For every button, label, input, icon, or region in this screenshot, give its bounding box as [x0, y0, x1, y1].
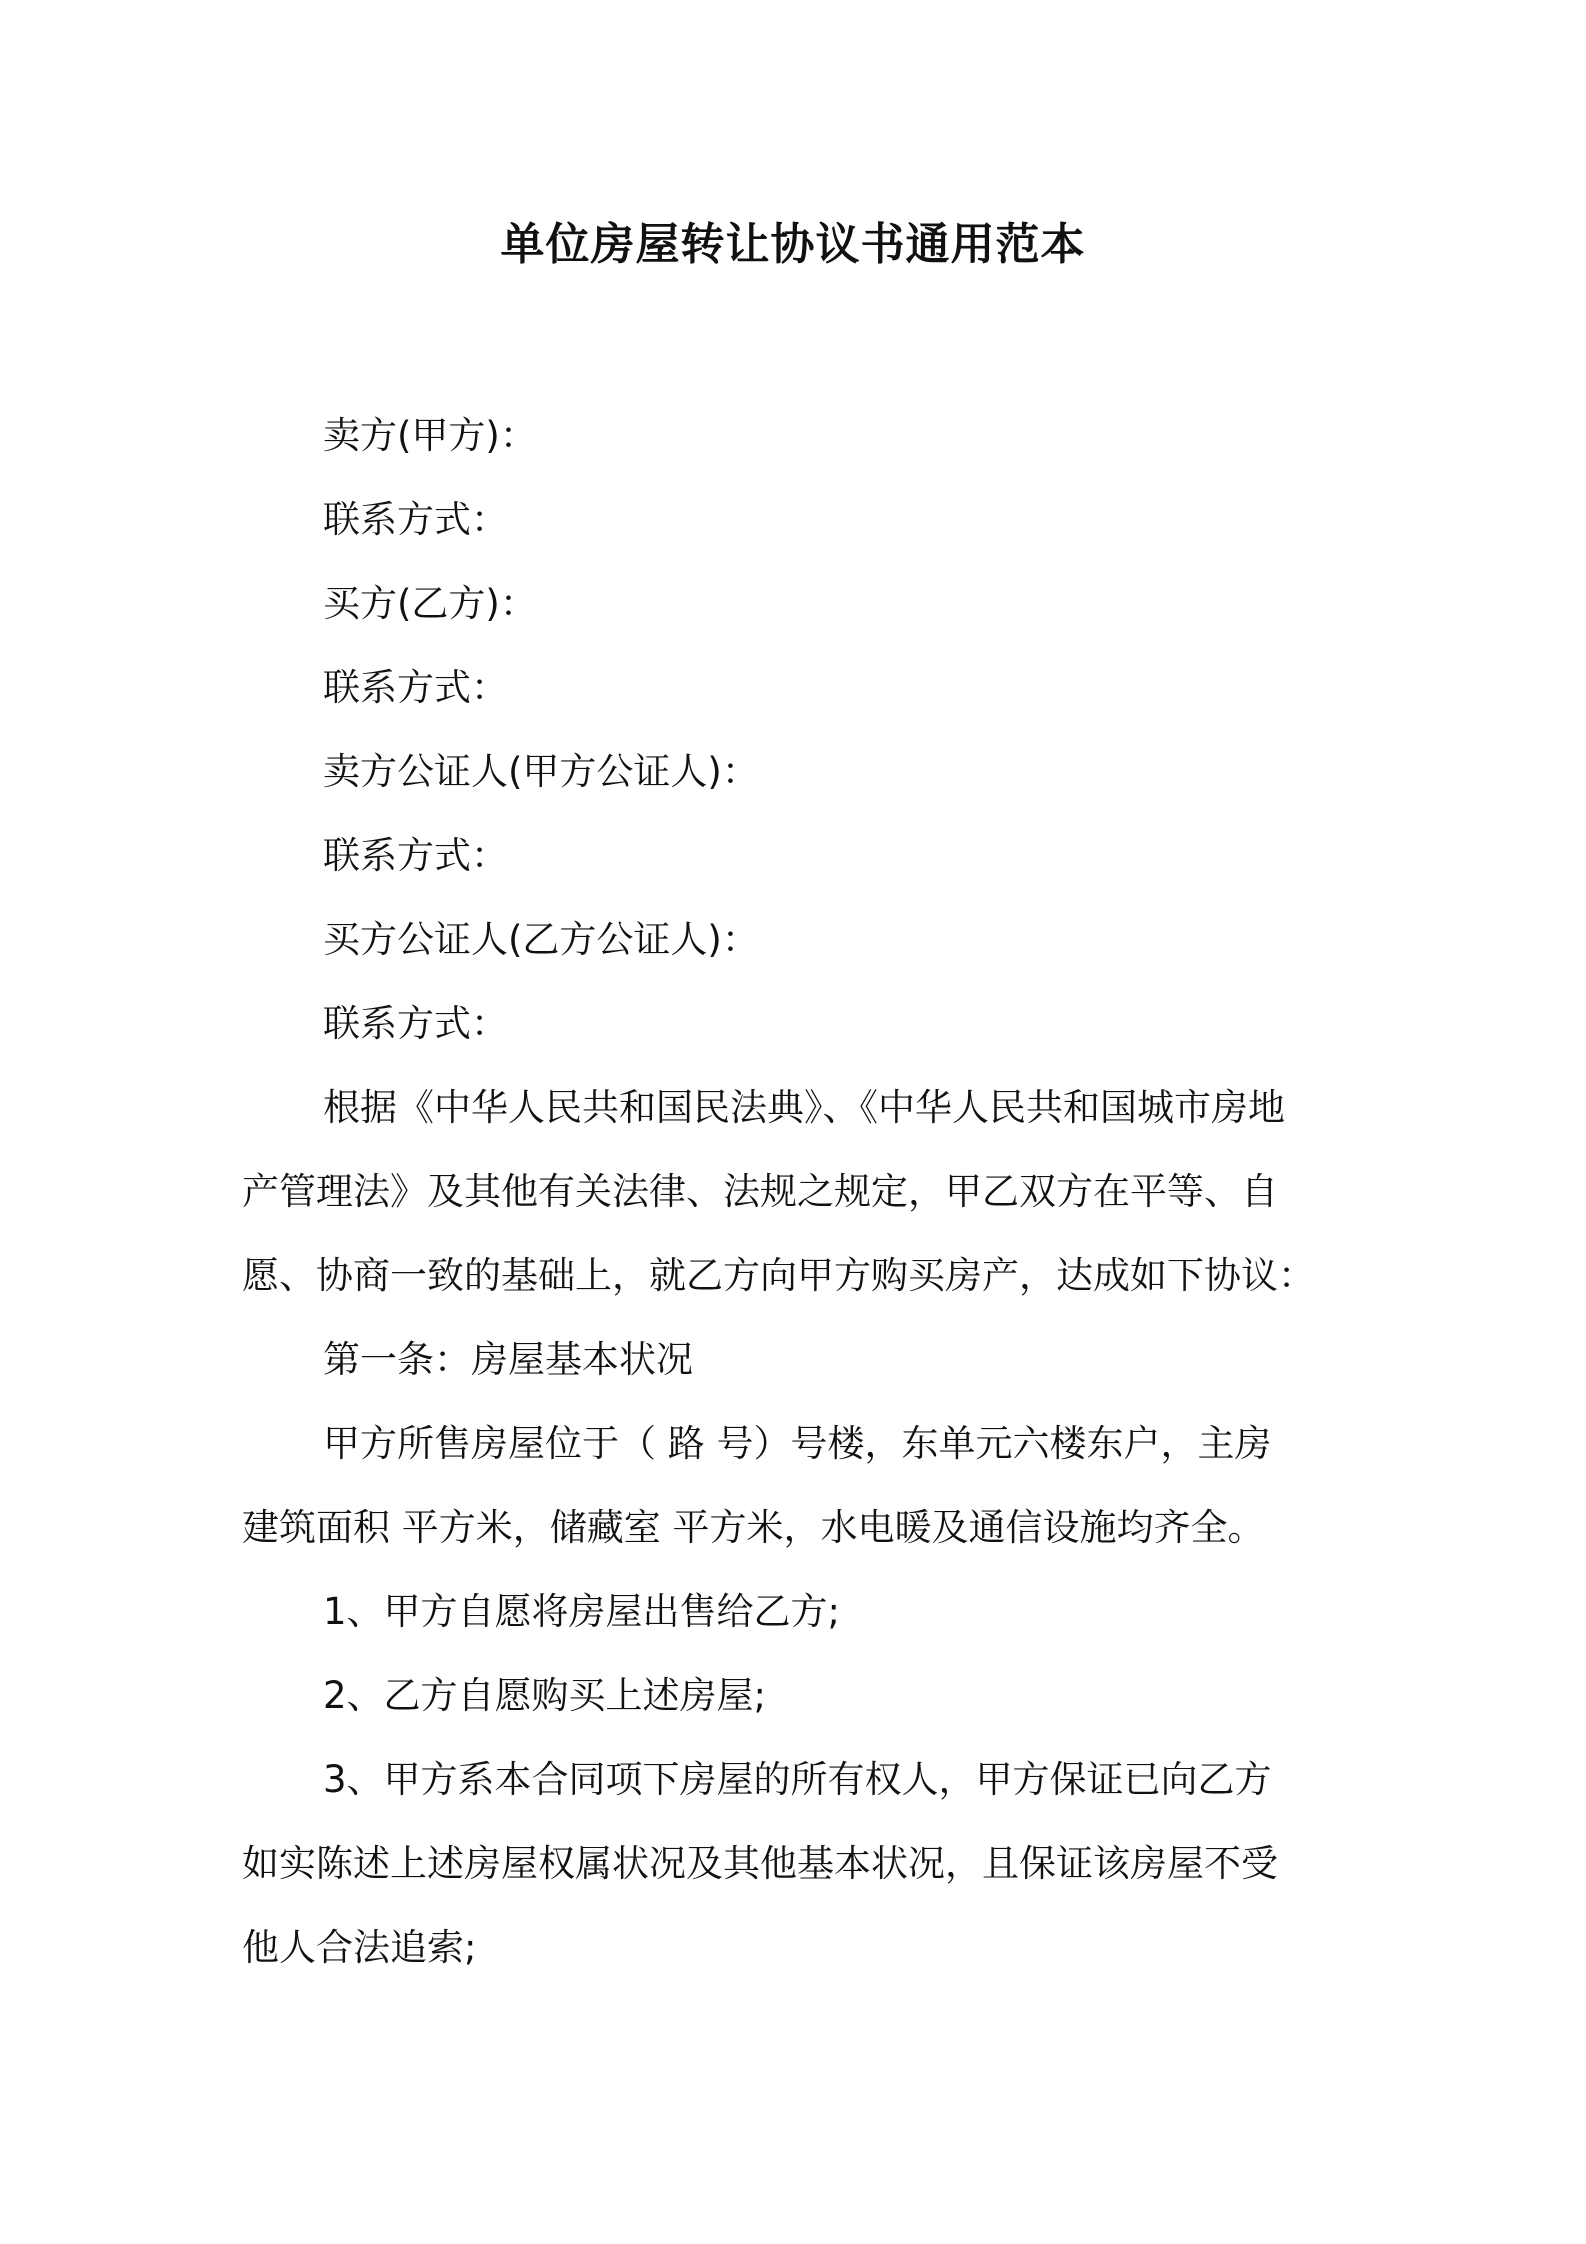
seller-line: 卖方(甲方)： [323, 414, 537, 457]
buyer-line: 买方(乙方)： [323, 582, 537, 625]
seller-notary-contact-line: 联系方式： [323, 834, 508, 877]
article-1-heading: 第一条：房屋基本状况 [323, 1338, 693, 1381]
article-1-desc-line-2: 建筑面积 平方米，储藏室 平方米，水电暖及通信设施均齐全。 [242, 1506, 1265, 1549]
buyer-notary-line: 买方公证人(乙方公证人)： [323, 918, 759, 961]
article-1-desc-line-1: 甲方所售房屋位于（ 路 号）号楼，东单元六楼东户，主房 [323, 1422, 1272, 1465]
seller-notary-line: 卖方公证人(甲方公证人)： [323, 750, 759, 793]
buyer-notary-contact-line: 联系方式： [323, 1002, 508, 1045]
document-title: 单位房屋转让协议书通用范本 [500, 219, 1086, 270]
article-1-item-3-line-1: 3、甲方系本合同项下房屋的所有权人，甲方保证已向乙方 [323, 1758, 1272, 1801]
preamble-line-3: 愿、协商一致的基础上，就乙方向甲方购买房产，达成如下协议： [242, 1254, 1315, 1297]
article-1-item-3-line-2: 如实陈述上述房屋权属状况及其他基本状况，且保证该房屋不受 [242, 1842, 1278, 1885]
article-1-item-3-line-3: 他人合法追索; [242, 1926, 477, 1969]
seller-contact-line: 联系方式： [323, 498, 508, 541]
preamble-line-2: 产管理法》及其他有关法律、法规之规定，甲乙双方在平等、自 [242, 1170, 1278, 1213]
buyer-contact-line: 联系方式： [323, 666, 508, 709]
article-1-item-2: 2、乙方自愿购买上述房屋; [323, 1674, 767, 1717]
article-1-item-1: 1、甲方自愿将房屋出售给乙方; [323, 1590, 841, 1633]
preamble-line-1: 根据《中华人民共和国民法典》、《中华人民共和国城市房地 [323, 1086, 1285, 1129]
